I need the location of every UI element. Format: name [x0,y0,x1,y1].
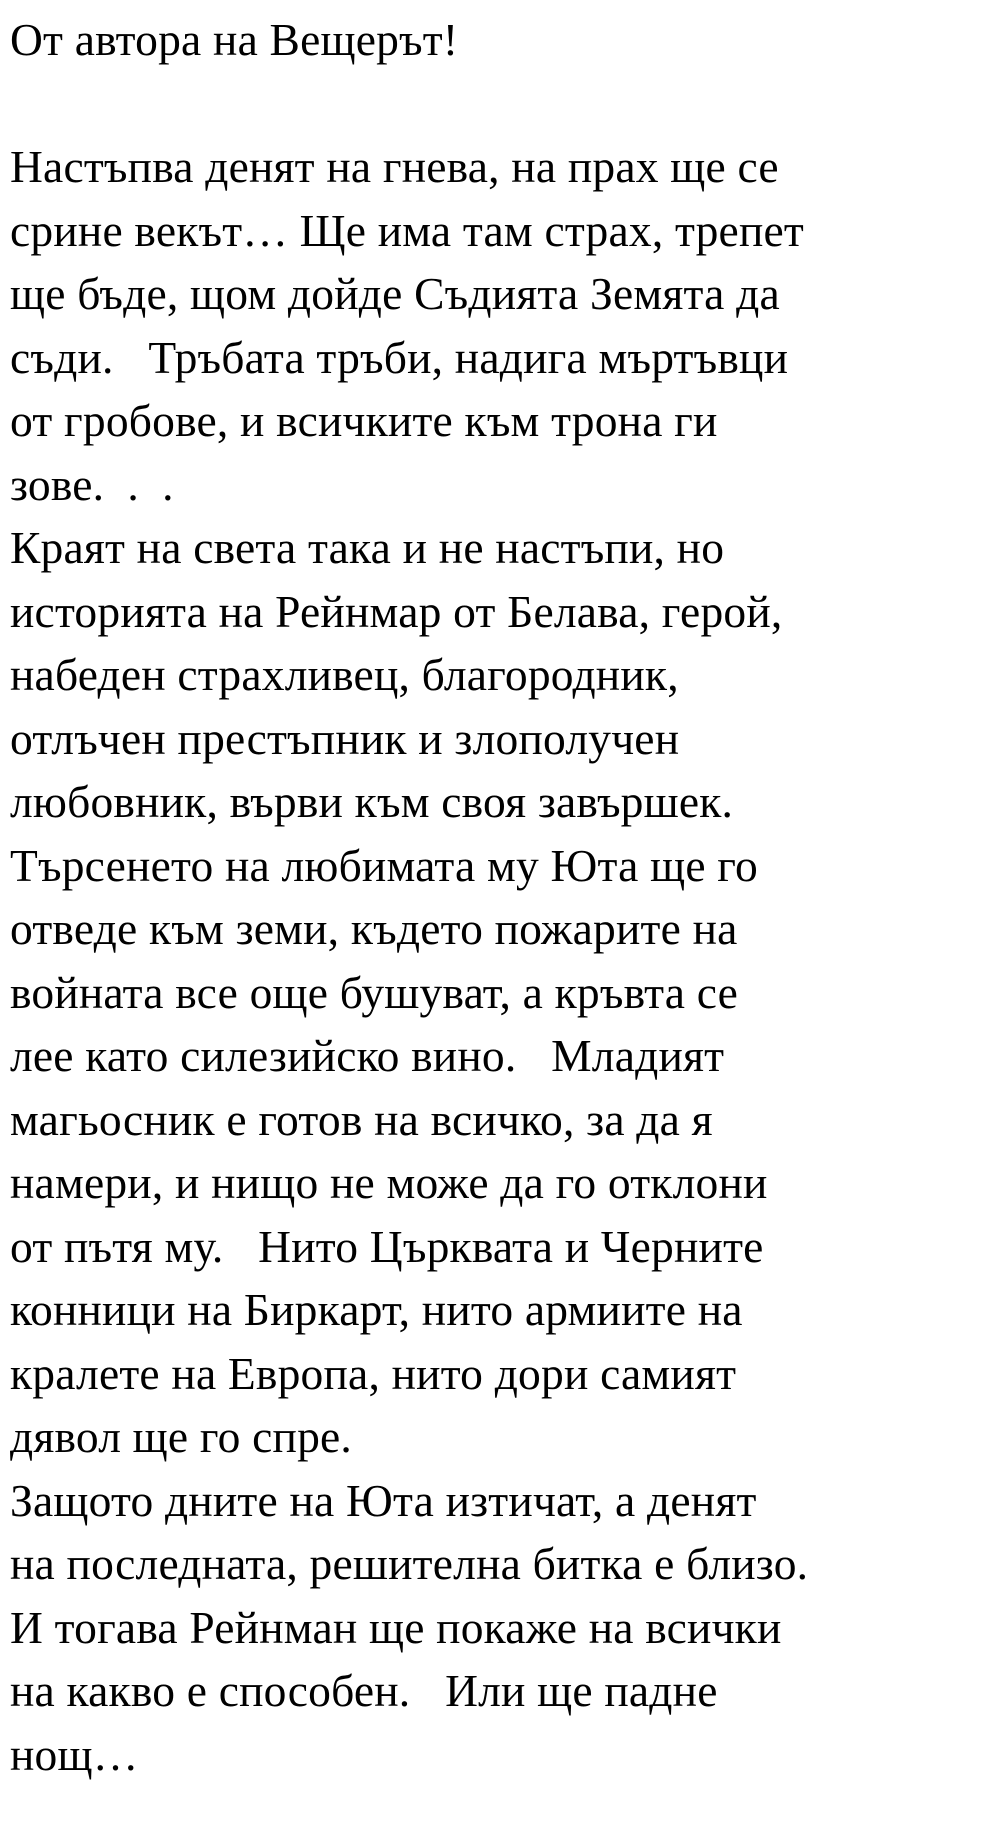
paragraph-2-line-11: намери, и нищо не може да го отклони [10,1157,768,1208]
document-page [10,8,995,1786]
paragraph-2-line-3: набеден страхливец, благородник, [10,649,679,700]
paragraph-2-line-1: Краят на света така и не настъпи, но [10,522,725,573]
paragraph-2-line-2: историята на Рейнмар от Белава, герой, [10,585,783,637]
paragraph-3-line-4: на какво е способен. Или ще падне [10,1665,718,1716]
paragraph-2-line-6: Търсенето на любимата му Юта ще го [10,839,758,891]
paragraph-2 [10,516,995,1469]
paragraph-1 [10,135,995,516]
paragraph-3-line-5: нощ… [10,1728,139,1780]
paragraph-2-line-12: от пътя му. Нито Църквата и Черните [10,1220,764,1272]
paragraph-1-line-3: ще бъде, щом дойде Съдията Земята да [10,268,780,319]
paragraph-1-line-4: съди. Тръбата тръби, надига мъртъвци [10,331,789,383]
document-heading: От автора на Вещерът! [10,14,459,65]
paragraph-1-line-5: от гробове, и всичките към трона ги [10,395,718,446]
paragraph-3-line-1: Защото дните на Юта изтичат, а денят [10,1474,757,1526]
paragraph-2-line-8: войната все още бушуват, а кръвта се [10,966,739,1018]
blank-line [10,72,995,136]
paragraph-2-line-4: отлъчен престъпник и злополучен [10,712,680,764]
paragraph-2-line-5: любовник, върви към своя завършек. [10,776,734,827]
paragraph-2-line-7: отведе към земи, където пожарите на [10,903,738,954]
paragraph-2-line-9: лее като силезийско вино. Младият [10,1030,725,1081]
paragraph-1-line-6: зове. . . [10,458,174,510]
paragraph-3 [10,1469,995,1787]
paragraph-1-line-2: срине векът… Ще има там страх, трепет [10,204,804,256]
paragraph-2-line-14: кралете на Европа, нито дори самият [10,1347,737,1399]
paragraph-3-line-2: на последната, решителна битка е близо. [10,1538,809,1589]
paragraph-2-line-10: магьосник е готов на всичко, за да я [10,1093,713,1145]
paragraph-3-line-3: И тогава Рейнман ще покаже на всички [10,1601,782,1653]
paragraph-2-line-13: конници на Биркарт, нито армиите на [10,1284,743,1335]
paragraph-1-line-1: Настъпва денят на гнева, на прах ще се [10,141,779,192]
paragraph-2-line-15: дявол ще го спре. [10,1411,353,1462]
